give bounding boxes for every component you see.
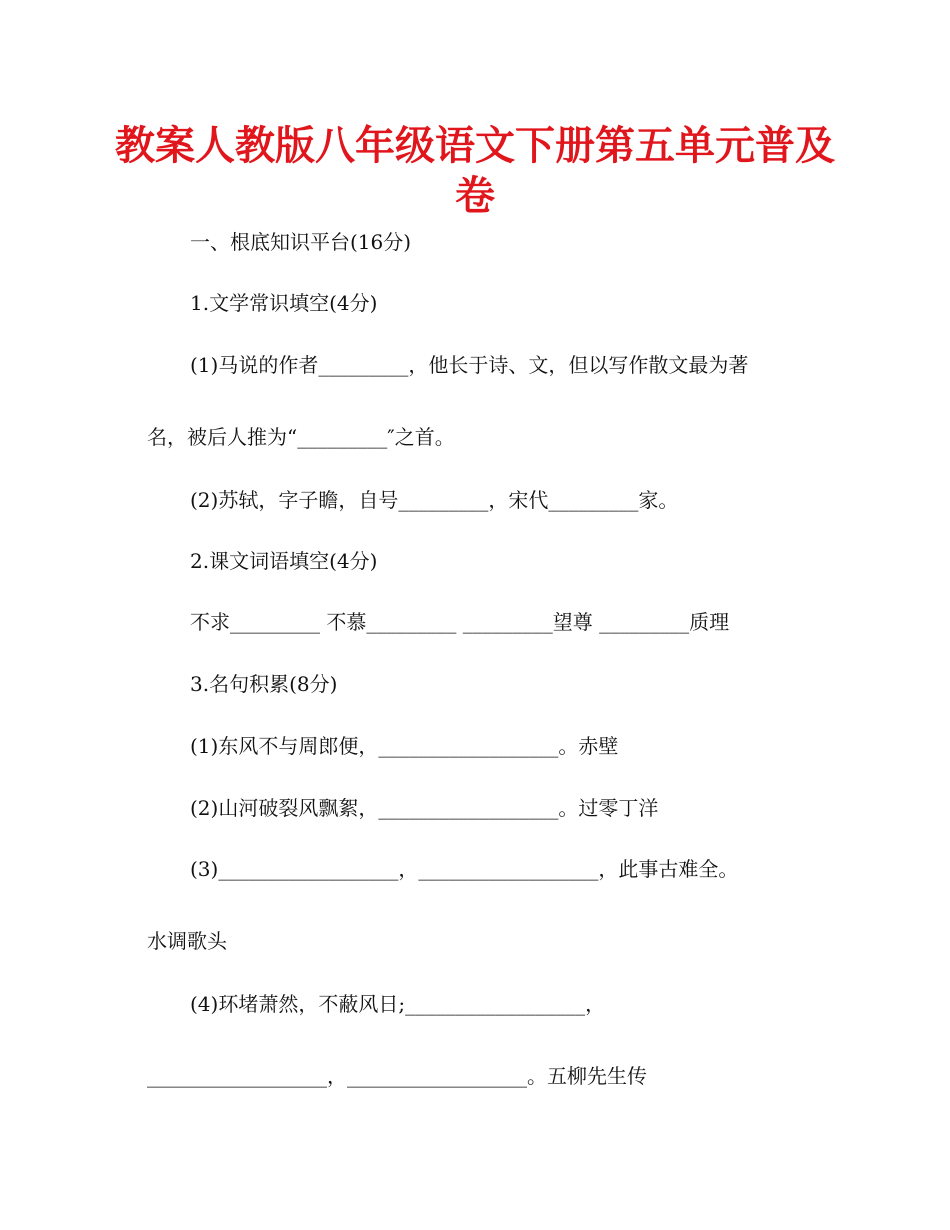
question-3-item-2: (2)山河破裂风飘絮，__________________。过零丁洋 <box>190 796 659 820</box>
question-3-item-1: (1)东风不与周郎便，__________________。赤壁 <box>190 734 619 758</box>
section-heading-basics: 一、根底知识平台(16分) <box>190 230 412 254</box>
question-1-item-2: (2)苏轼，字子瞻，自号_________，宋代_________家。 <box>190 488 679 512</box>
question-3-heading: 3.名句积累(8分) <box>190 672 338 696</box>
question-3-item-3-source: 水调歌头 <box>147 929 227 953</box>
question-3-item-4: (4)环堵萧然，不蔽风日;__________________， <box>190 992 606 1016</box>
question-1-heading: 1.文学常识填空(4分) <box>190 291 378 315</box>
question-3-item-4-continued: __________________，__________________。五柳先生传 <box>147 1064 647 1088</box>
document-title-line-1: 教案人教版八年级语文下册第五单元普及 <box>115 123 835 169</box>
document-title-line-2: 卷 <box>455 173 495 219</box>
question-1-item-1: (1)马说的作者_________，他长于诗、文，但以写作散文最为著 <box>190 353 749 377</box>
question-2-heading: 2.课文词语填空(4分) <box>190 549 378 573</box>
question-1-item-1-continued: 名，被后人推为“_________″之首。 <box>147 425 455 449</box>
question-3-item-3: (3)__________________，__________________，此事古难全。 <box>190 857 739 881</box>
question-2-blanks: 不求_________ 不慕_________ _________望尊 _________质理 <box>190 610 730 634</box>
